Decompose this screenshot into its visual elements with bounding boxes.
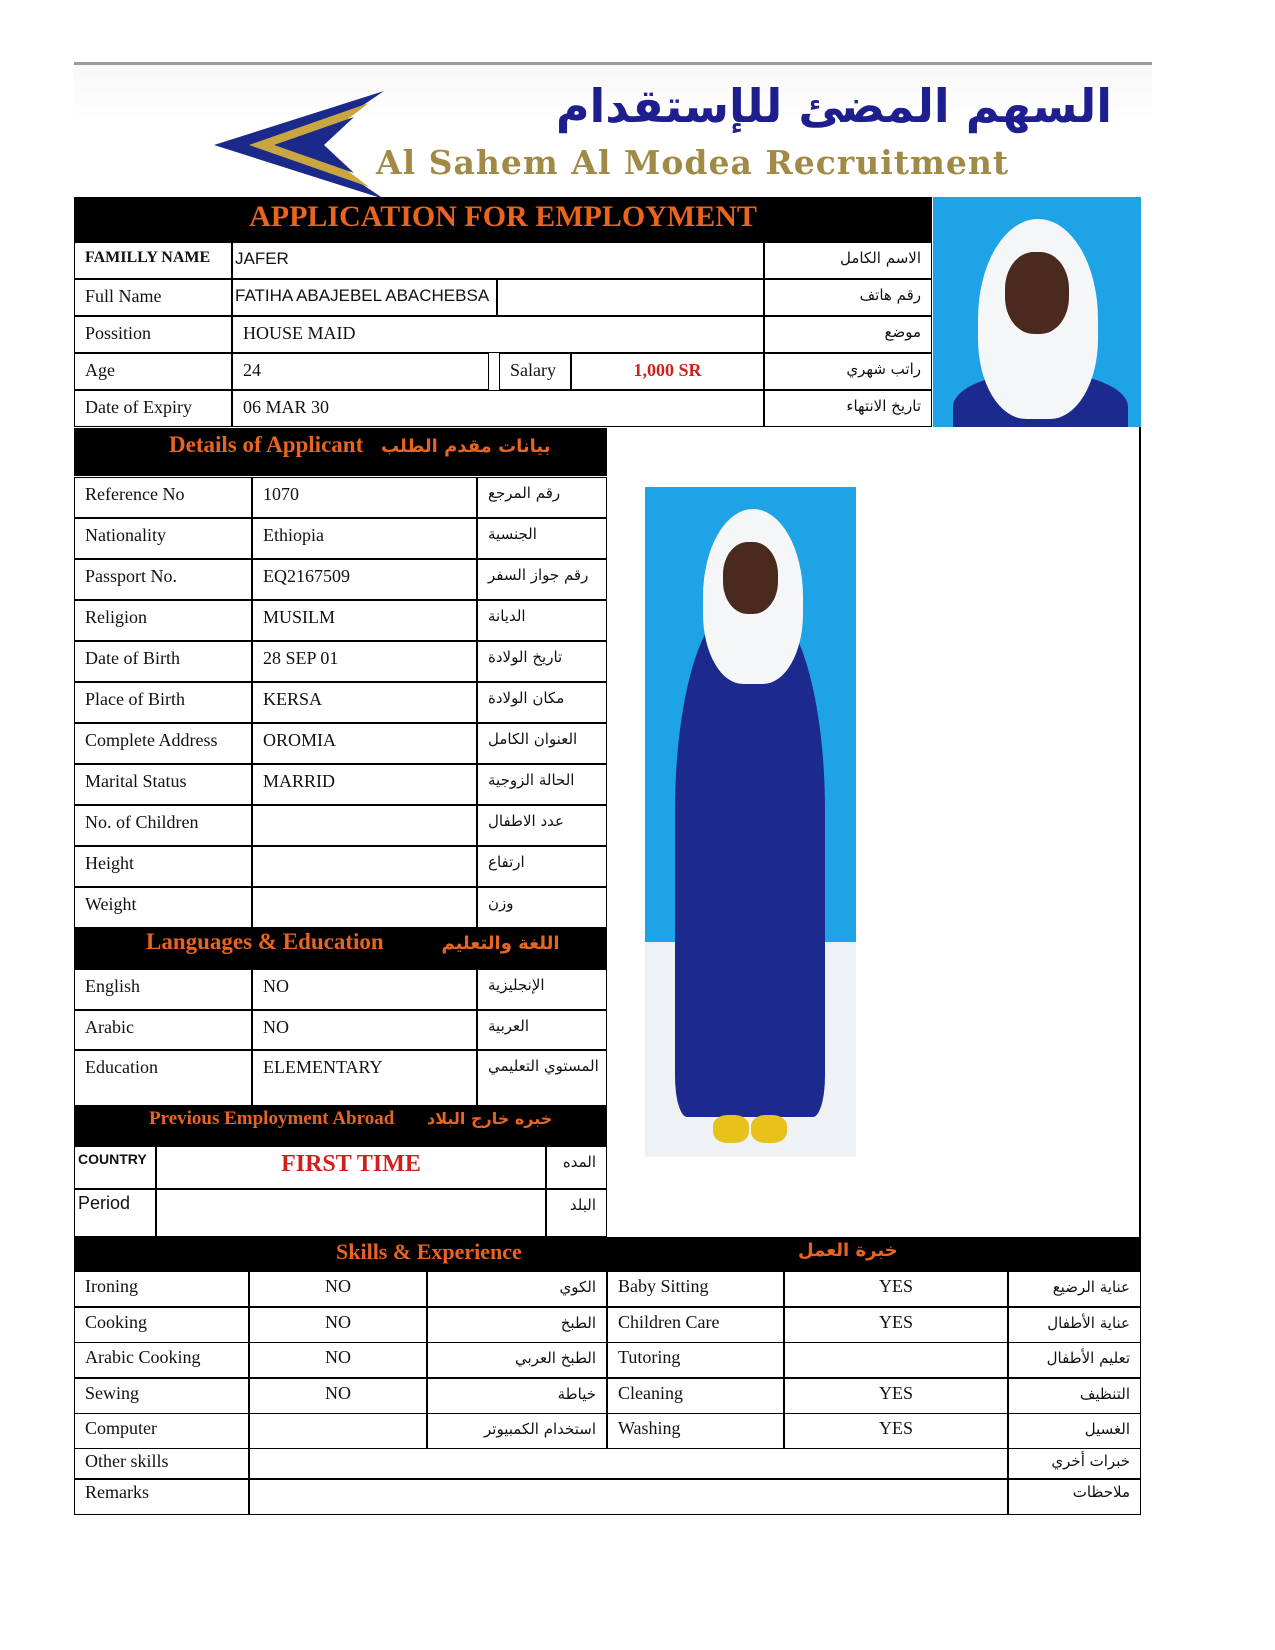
detail-ar: عدد الاطفال bbox=[477, 805, 607, 846]
full-name-ar: رقم هاتف bbox=[764, 279, 932, 316]
detail-value: 28 SEP 01 bbox=[252, 641, 477, 682]
detail-label: Marital Status bbox=[74, 764, 252, 805]
full-name-blank bbox=[497, 279, 764, 316]
skill-label: Arabic Cooking bbox=[74, 1342, 249, 1378]
detail-value: EQ2167509 bbox=[252, 559, 477, 600]
skill-label: Sewing bbox=[74, 1378, 249, 1414]
remarks-label: Remarks bbox=[74, 1479, 249, 1515]
detail-ar: الحالة الزوجية bbox=[477, 764, 607, 805]
detail-ar: ارتفاع bbox=[477, 846, 607, 887]
skill-ar: تعليم الأطفال bbox=[1008, 1342, 1141, 1378]
full-body-photo bbox=[645, 487, 856, 1157]
detail-ar: مكان الولادة bbox=[477, 682, 607, 723]
skill-value: NO bbox=[249, 1271, 427, 1307]
languages-header bbox=[74, 927, 607, 969]
skill-ar: عناية الأطفال bbox=[1008, 1307, 1141, 1343]
logo-english-text: Al Sahem Al Modea Recruitment bbox=[376, 143, 1010, 182]
detail-ar: الجنسية bbox=[477, 518, 607, 559]
detail-label: Nationality bbox=[74, 518, 252, 559]
remarks-value bbox=[249, 1479, 1008, 1515]
full-name-label: Full Name bbox=[74, 279, 232, 316]
skill-label: Computer bbox=[74, 1413, 249, 1449]
language-value: NO bbox=[252, 969, 477, 1010]
skill-value: YES bbox=[784, 1378, 1008, 1414]
right-frame bbox=[1139, 427, 1141, 1237]
skill-ar: خياطة bbox=[427, 1378, 607, 1414]
skill-value: YES bbox=[784, 1271, 1008, 1307]
languages-title-ar: اللغة والتعليم bbox=[441, 933, 560, 954]
details-header bbox=[74, 428, 607, 476]
skill-value bbox=[249, 1413, 427, 1449]
country-value: FIRST TIME bbox=[156, 1146, 546, 1189]
previous-header bbox=[74, 1106, 607, 1146]
detail-label: Date of Birth bbox=[74, 641, 252, 682]
expiry-label: Date of Expiry bbox=[74, 390, 232, 427]
detail-value: 1070 bbox=[252, 477, 477, 518]
detail-value bbox=[252, 805, 477, 846]
previous-title: Previous Employment Abroad bbox=[149, 1108, 395, 1129]
detail-value bbox=[252, 846, 477, 887]
detail-ar: الديانة bbox=[477, 600, 607, 641]
skills-header bbox=[74, 1237, 1141, 1271]
detail-value: MARRID bbox=[252, 764, 477, 805]
detail-label: Passport No. bbox=[74, 559, 252, 600]
country-label: COUNTRY bbox=[74, 1146, 156, 1189]
language-label: Arabic bbox=[74, 1010, 252, 1050]
detail-label: Religion bbox=[74, 600, 252, 641]
detail-ar: رقم جواز السفر bbox=[477, 559, 607, 600]
skill-ar: الغسيل bbox=[1008, 1413, 1141, 1449]
detail-label: Reference No bbox=[74, 477, 252, 518]
salary-label: Salary bbox=[499, 353, 571, 390]
expiry-ar: تاريخ الانتهاء bbox=[764, 390, 932, 427]
remarks-ar: ملاحظات bbox=[1008, 1479, 1141, 1515]
skill-ar: التنظيف bbox=[1008, 1378, 1141, 1414]
expiry-value: 06 MAR 30 bbox=[232, 390, 764, 427]
age-value: 24 bbox=[232, 353, 489, 390]
detail-value: OROMIA bbox=[252, 723, 477, 764]
detail-ar: رقم المرجع bbox=[477, 477, 607, 518]
logo-arabic-text: السهم المضئ للإستقدام bbox=[555, 79, 1112, 133]
languages-title: Languages & Education bbox=[146, 929, 384, 954]
skill-value: NO bbox=[249, 1378, 427, 1414]
skill-ar: استخدام الكمبيوتر bbox=[427, 1413, 607, 1449]
language-value: NO bbox=[252, 1010, 477, 1050]
language-value: ELEMENTARY bbox=[252, 1050, 477, 1106]
other-skills-ar: خبرات أخري bbox=[1008, 1448, 1141, 1479]
period-ar: البلد bbox=[546, 1189, 607, 1237]
detail-label: Height bbox=[74, 846, 252, 887]
age-label: Age bbox=[74, 353, 232, 390]
period-value bbox=[156, 1189, 546, 1237]
language-ar: الإنجليزية bbox=[477, 969, 607, 1010]
detail-ar: وزن bbox=[477, 887, 607, 928]
other-skills-label: Other skills bbox=[74, 1448, 249, 1479]
family-name-label: FAMILLY NAME bbox=[74, 242, 232, 279]
detail-value: KERSA bbox=[252, 682, 477, 723]
skill-value: NO bbox=[249, 1307, 427, 1343]
skill-label: Washing bbox=[607, 1413, 784, 1449]
skill-ar: عناية الرضيع bbox=[1008, 1271, 1141, 1307]
arrow-logo-icon bbox=[154, 83, 394, 203]
period-label: Period bbox=[74, 1189, 156, 1237]
skill-ar: الطبخ العربي bbox=[427, 1342, 607, 1378]
skill-value: NO bbox=[249, 1342, 427, 1378]
skill-label: Cooking bbox=[74, 1307, 249, 1343]
detail-label: Weight bbox=[74, 887, 252, 928]
skill-ar: الطبخ bbox=[427, 1307, 607, 1343]
skill-ar: الكوي bbox=[427, 1271, 607, 1307]
language-ar: المستوي التعليمي bbox=[477, 1050, 607, 1106]
skill-label: Children Care bbox=[607, 1307, 784, 1343]
skill-label: Ironing bbox=[74, 1271, 249, 1307]
family-name-ar: الاسم الكامل bbox=[764, 242, 932, 279]
details-title: Details of Applicant bbox=[169, 432, 364, 457]
position-label: Possition bbox=[74, 316, 232, 353]
detail-ar: العنوان الكامل bbox=[477, 723, 607, 764]
language-label: English bbox=[74, 969, 252, 1010]
position-ar: موضع bbox=[764, 316, 932, 353]
detail-label: Complete Address bbox=[74, 723, 252, 764]
skill-label: Tutoring bbox=[607, 1342, 784, 1378]
detail-value: Ethiopia bbox=[252, 518, 477, 559]
details-title-ar: بيانات مقدم الطلب bbox=[380, 436, 551, 457]
application-title: APPLICATION FOR EMPLOYMENT bbox=[249, 200, 757, 233]
detail-label: Place of Birth bbox=[74, 682, 252, 723]
salary-value: 1,000 SR bbox=[571, 353, 764, 390]
previous-title-ar: خبره خارج البلاد bbox=[427, 1109, 553, 1128]
skill-value: YES bbox=[784, 1307, 1008, 1343]
salary-ar: راتب شهري bbox=[764, 353, 932, 390]
full-name-value: FATIHA ABAJEBEL ABACHEBSA bbox=[232, 279, 497, 316]
skill-label: Baby Sitting bbox=[607, 1271, 784, 1307]
country-ar: المده bbox=[546, 1146, 607, 1189]
skills-title-ar: خبرة العمل bbox=[798, 1240, 898, 1261]
portrait-photo bbox=[933, 197, 1141, 427]
detail-ar: تاريخ الولادة bbox=[477, 641, 607, 682]
company-logo bbox=[74, 62, 1152, 202]
detail-value bbox=[252, 887, 477, 928]
detail-value: MUSILM bbox=[252, 600, 477, 641]
skill-value bbox=[784, 1342, 1008, 1378]
language-ar: العربية bbox=[477, 1010, 607, 1050]
skill-label: Cleaning bbox=[607, 1378, 784, 1414]
other-skills-value bbox=[249, 1448, 1008, 1479]
detail-label: No. of Children bbox=[74, 805, 252, 846]
language-label: Education bbox=[74, 1050, 252, 1106]
skill-value: YES bbox=[784, 1413, 1008, 1449]
position-value: HOUSE MAID bbox=[232, 316, 764, 353]
family-name-value: JAFER bbox=[232, 242, 764, 279]
skills-title: Skills & Experience bbox=[336, 1239, 522, 1264]
